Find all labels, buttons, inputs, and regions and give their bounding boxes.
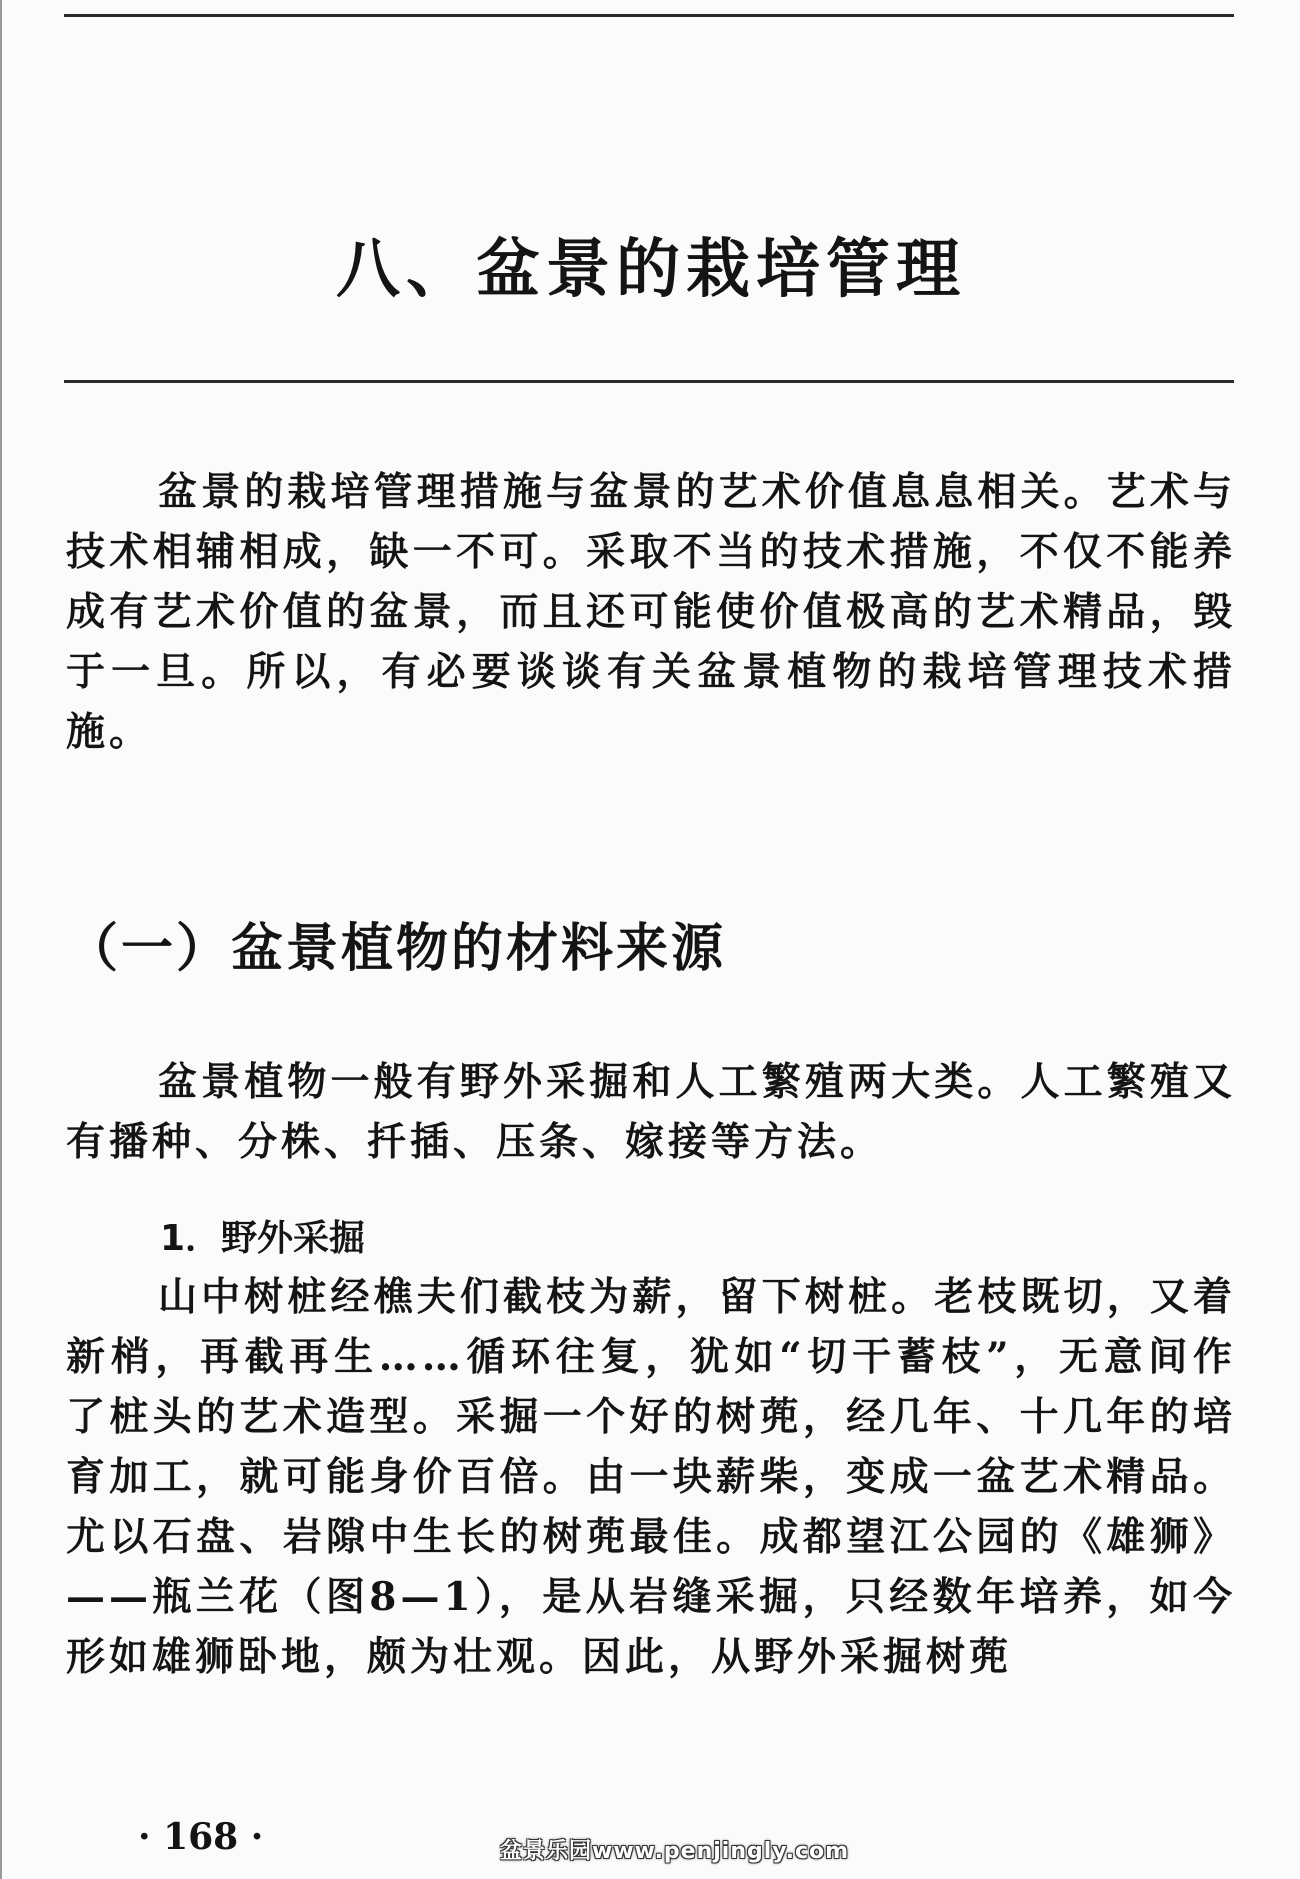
- top-rule: [64, 14, 1234, 17]
- site-watermark: 盆景乐园www.penjingly.com: [500, 1839, 850, 1864]
- chapter-title: 八、盆景的栽培管理: [336, 232, 966, 307]
- subsection-heading: 1．野外采掘: [160, 1218, 366, 1259]
- section-heading: （一）盆景植物的材料来源: [66, 918, 727, 979]
- page-number: · 168 ·: [138, 1816, 264, 1858]
- title-rule: [64, 380, 1234, 383]
- subsection-paragraph: 山中树桩经樵夫们截枝为薪，留下树桩。老枝既切，又着新梢，再截再生……循环往复，犹如“切干蓄枝”，无意间作了桩头的艺术造型。采掘一个好的树蔸，经几年、十几年的培育加工，就可能身价百倍。由一块薪柴，变成一盆艺术精品。尤以石盘、岩隙中生长的树蔸最佳。成都望江公园的《雄狮》——瓶兰花（图8—1），是从岩缝采掘，只经数年培养，如今形如雄狮卧地，颇为壮观。因此，从野外采掘树蔸: [66, 1274, 1236, 1680]
- intro-paragraph: 盆景的栽培管理措施与盆景的艺术价值息息相关。艺术与技术相辅相成，缺一不可。采取不当的技术措施，不仅不能养成有艺术价值的盆景，而且还可能使价值极高的艺术精品，毁于一旦。所以，有必要谈谈有关盆景植物的栽培管理技术措施。: [66, 469, 1236, 755]
- methods-paragraph: 盆景植物一般有野外采掘和人工繁殖两大类。人工繁殖又有播种、分株、扦插、压条、嫁接等方法。: [66, 1059, 1236, 1165]
